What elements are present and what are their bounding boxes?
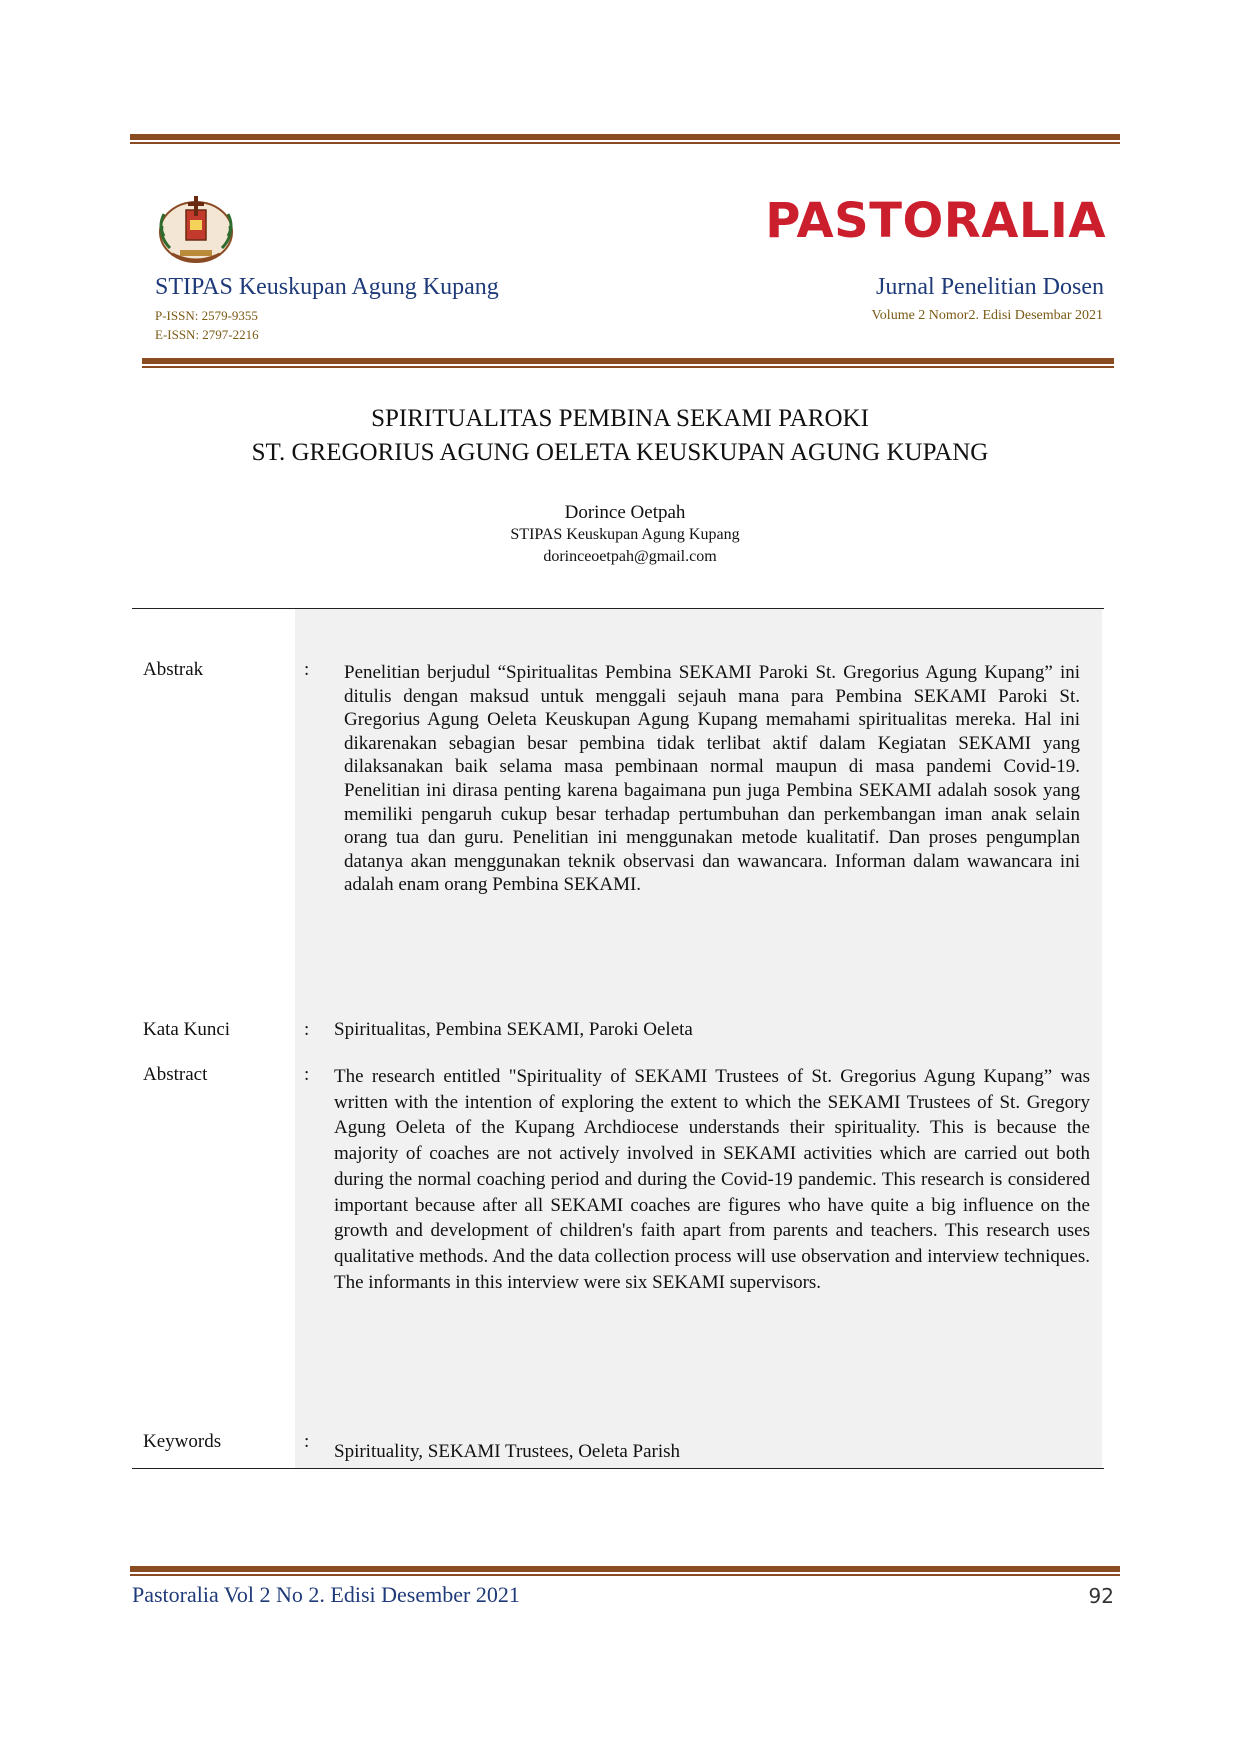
author-affiliation: STIPAS Keuskupan Agung Kupang [510,526,740,543]
institution-name: STIPAS Keuskupan Agung Kupang [155,274,499,300]
abstract-colon: : [304,1064,310,1085]
abstract-bottom-rule [132,1468,1104,1469]
journal-name-logo: PASTORALIA [765,193,1106,249]
title-line-2: ST. GREGORIUS AGUNG OELETA KEUSKUPAN AGUNG KUPANG [251,439,989,466]
volume-info: Volume 2 Nomor2. Edisi Desembar 2021 [871,308,1103,323]
keywords-label: Keywords [143,1431,222,1452]
abstrak-text: Penelitian berjudul “Spiritualitas Pembina SEKAMI Paroki St. Gregorius Agung Kupang” ini ditulis dengan maksud untuk menggali sejauh mana para Pembina SEKAMI Paroki St. Gregorius Agung Oeleta Keuskupan Agung Kupang memahami spiritualitas mereka. Hal ini dikarenakan sebagian besar pembina tidak terlibat aktif dalam Kegiatan SEKAMI yang dilaksanakan baik selama masa pembinaan normal maupun di masa pandemi Covid-19. Penelitian ini dirasa penting karena bagaimana pun juga Pembina SEKAMI adalah sosok yang memiliki pengaruh cukup besar terhadap pertumbuhan dan perkembangan iman anak selain orang tua dan guru. Penelitian ini menggunakan metode kualitatif. Dan proses pengumplan datanya akan menggunakan teknik observasi dan wawancara. Informan dalam wawancara ini adalah enam orang Pembina SEKAMI. [344,662,1080,896]
kata-kunci-text: Spiritualitas, Pembina SEKAMI, Paroki Oeleta [334,1019,693,1040]
author-email: dorinceoetpah@gmail.com [543,548,717,565]
top-rule [130,134,1120,144]
author-name: Dorince Oetpah [564,502,686,523]
abstract-top-rule [132,608,1104,609]
article-title [140,402,1100,470]
keywords-colon: : [304,1431,310,1452]
kata-kunci-label: Kata Kunci [143,1019,231,1040]
journal-subtitle: Jurnal Penelitian Dosen [876,274,1104,300]
abstract-text: The research entitled "Spirituality of SEKAMI Trustees of St. Gregorius Agung Kupang” was written with the intention of exploring the extent to which the SEKAMI Trustees of St. Gregory Agung Oeleta of the Kupang Archdiocese understands their spirituality. This is because the majority of coaches are not actively involved in SEKAMI activities which are carried out both during the normal coaching period and during the Covid-19 pandemic. This research is considered important because after all SEKAMI coaches are figures who have quite a big influence on the growth and development of children's faith apart from parents and teachers. This research uses qualitative methods. And the data collection process will use observation and interview techniques. The informants in this interview were six SEKAMI supervisors. [334,1066,1090,1293]
p-issn: P-ISSN: 2579-9355 [155,308,258,323]
footer-rule [130,1566,1120,1576]
keywords-text: Spirituality, SEKAMI Trustees, Oeleta Parish [334,1441,681,1462]
abstrak-label: Abstrak [143,659,204,680]
page-number: 92 [1088,1584,1114,1608]
kata-kunci-colon: : [304,1019,310,1040]
header-rule [142,358,1114,368]
e-issn: E-ISSN: 2797-2216 [155,327,259,342]
title-line-1: SPIRITUALITAS PEMBINA SEKAMI PAROKI [371,405,869,432]
institution-seal-logo [150,186,242,270]
footer-citation: Pastoralia Vol 2 No 2. Edisi Desember 2021 [132,1582,520,1607]
abstract-label: Abstract [143,1064,208,1085]
abstrak-colon: : [304,659,310,680]
